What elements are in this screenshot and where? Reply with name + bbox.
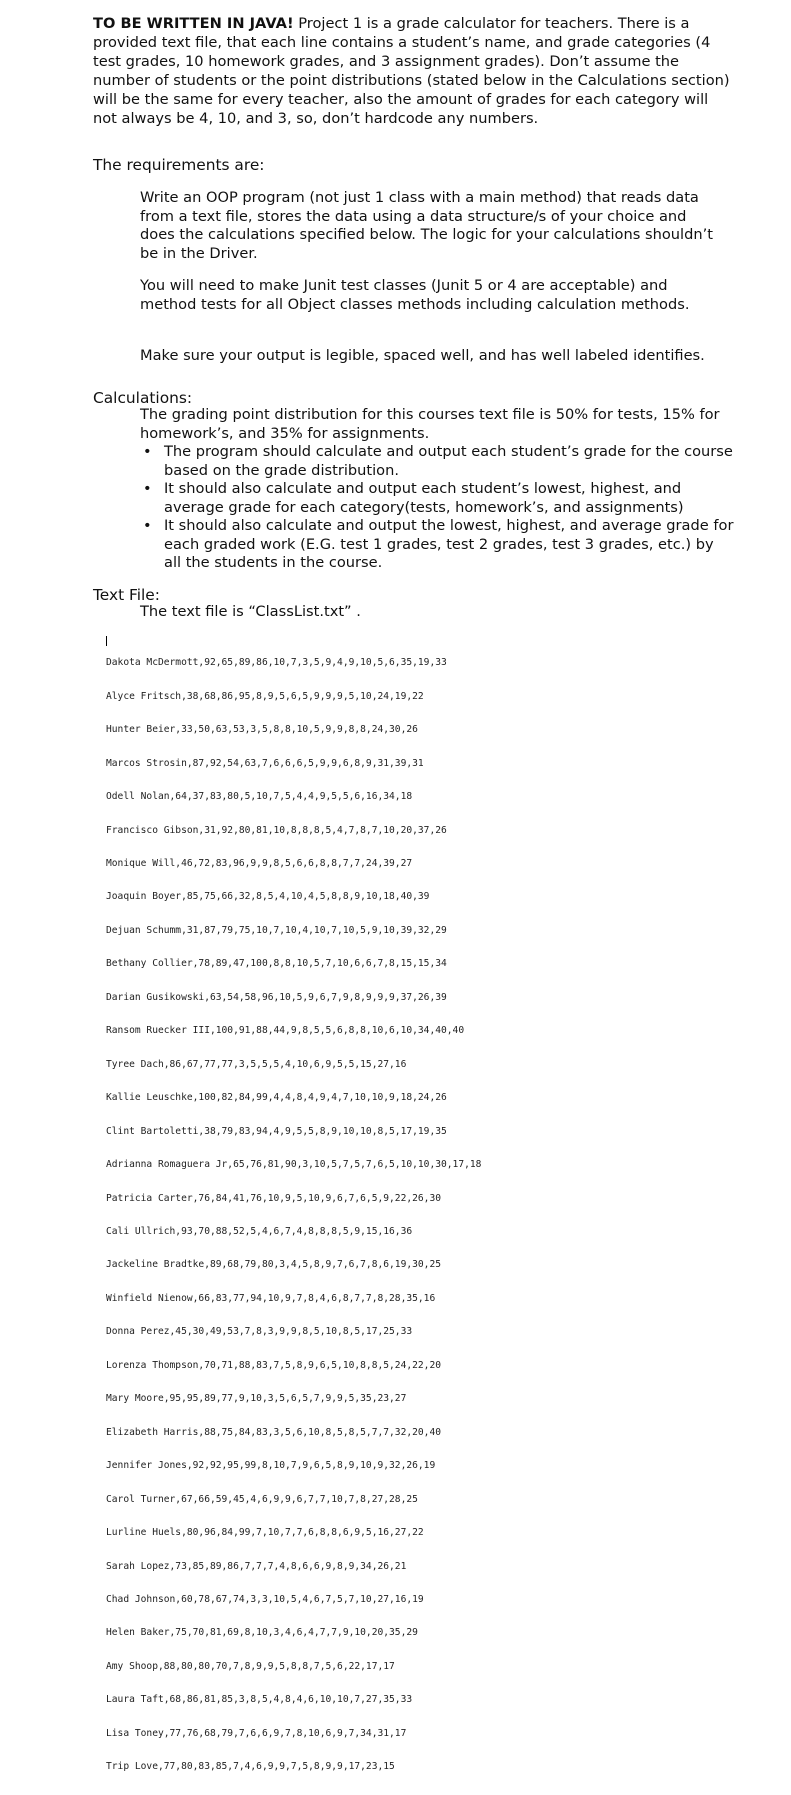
- text-file-heading: Text File:: [93, 586, 160, 604]
- calculations-heading: Calculations:: [93, 389, 193, 407]
- list-item: Amy Shoop,88,80,80,70,7,8,9,9,5,8,8,7,5,6,22,17,17: [106, 1660, 395, 1672]
- list-item: Helen Baker,75,70,81,69,8,10,3,4,6,4,7,7,9,10,20,35,29: [106, 1627, 418, 1639]
- calculations-intro: The grading point distribution for this courses text file is 50% for tests, 15% for homework’s, and 35% for assignments.: [140, 406, 720, 442]
- list-item: Odell Nolan,64,37,83,80,5,10,7,5,4,4,9,5,5,6,16,34,18: [106, 791, 413, 803]
- list-item: Dakota McDermott,92,65,89,86,10,7,3,5,9,4,9,10,5,6,35,19,33: [106, 657, 447, 669]
- bullet-icon: •: [143, 517, 152, 534]
- bullet-icon: •: [143, 480, 152, 497]
- requirements-paragraph-2: You will need to make Junit test classes (Junit 5 or 4 are acceptable) and method tests for all Object classes methods including calculation methods.: [140, 277, 690, 313]
- requirements-heading: The requirements are:: [93, 156, 265, 174]
- list-item: [140, 517, 735, 573]
- list-item: Lisa Toney,77,76,68,79,7,6,6,9,7,8,10,6,9,7,34,31,17: [106, 1727, 407, 1739]
- list-item: Chad Johnson,60,78,67,74,3,3,10,5,4,6,7,5,7,10,27,16,19: [106, 1594, 424, 1605]
- list-item: Tyree Dach,86,67,77,77,3,5,5,5,4,10,6,9,5,5,15,27,16: [106, 1058, 407, 1070]
- bullet-icon: •: [143, 443, 152, 460]
- list-item: [140, 443, 735, 480]
- text-cursor: [106, 636, 107, 646]
- list-item: Ransom Ruecker III,100,91,88,44,9,8,5,5,6,8,8,10,6,10,34,40,40: [106, 1025, 465, 1037]
- list-item: Sarah Lopez,73,85,89,86,7,7,7,4,8,6,6,9,8,9,34,26,21: [106, 1560, 407, 1572]
- list-item: Monique Will,46,72,83,96,9,9,8,5,6,6,8,8,7,7,24,39,27: [106, 858, 413, 870]
- requirements-paragraph-3: Make sure your output is legible, spaced well, and has well labeled identifies.: [140, 347, 705, 364]
- bullet-text: The program should calculate and output each student’s grade for the course based on the grade distribution.: [164, 443, 733, 479]
- list-item: Marcos Strosin,87,92,54,63,7,6,6,6,5,9,9,6,8,9,31,39,31: [106, 757, 424, 769]
- class-list-file-contents: [106, 635, 481, 1795]
- list-item: [140, 480, 735, 517]
- text-file-description: The text file is “ClassList.txt” .: [140, 603, 361, 620]
- list-item: Adrianna Romaguera Jr,65,76,81,90,3,10,5,7,5,7,6,5,10,10,30,17,18: [106, 1159, 482, 1171]
- list-item: Elizabeth Harris,88,75,84,83,3,5,6,10,8,5,8,5,7,7,32,20,40: [106, 1426, 442, 1438]
- list-item: Donna Perez,45,30,49,53,7,8,3,9,9,8,5,10,8,5,17,25,33: [106, 1326, 413, 1338]
- bullet-text: It should also calculate and output each student’s lowest, highest, and average grade for each category(tests, homework’s, and assignments): [164, 480, 684, 516]
- list-item: Mary Moore,95,95,89,77,9,10,3,5,6,5,7,9,9,5,35,23,27: [106, 1393, 407, 1405]
- list-item: Joaquin Boyer,85,75,66,32,8,5,4,10,4,5,8,8,9,10,18,40,39: [106, 891, 430, 903]
- list-item: Carol Turner,67,66,59,45,4,6,9,9,6,7,7,10,7,8,27,28,25: [106, 1493, 418, 1505]
- list-item: Winfield Nienow,66,83,77,94,10,9,7,8,4,6,8,7,7,8,28,35,16: [106, 1292, 436, 1304]
- list-item: Cali Ullrich,93,70,88,52,5,4,6,7,4,8,8,8,5,9,15,16,36: [106, 1226, 413, 1238]
- list-item: Lurline Huels,80,96,84,99,7,10,7,7,6,8,8,6,9,5,16,27,22: [106, 1527, 424, 1539]
- list-item: Kallie Leuschke,100,82,84,99,4,4,8,4,9,4,7,10,10,9,18,24,26: [106, 1092, 447, 1104]
- list-item: Hunter Beier,33,50,63,53,3,5,8,8,10,5,9,9,8,8,24,30,26: [106, 724, 418, 736]
- list-item: Trip Love,77,80,83,85,7,4,6,9,9,7,5,8,9,9,17,23,15: [106, 1761, 395, 1773]
- calculations-bullet-list: [140, 443, 735, 573]
- bullet-text: It should also calculate and output the lowest, highest, and average grade for each graded work (E.G. test 1 grades, test 2 grades, test 3 grades, etc.) by all the students in the course.: [164, 517, 734, 571]
- requirements-paragraph-1: Write an OOP program (not just 1 class with a main method) that reads data from a text file, stores the data using a data structure/s of your choice and does the calculations specified below. The logic for your calculations shouldn’t be in the Driver.: [140, 189, 713, 262]
- list-item: Lorenza Thompson,70,71,88,83,7,5,8,9,6,5,10,8,8,5,24,22,20: [106, 1359, 442, 1371]
- list-item: Clint Bartoletti,38,79,83,94,4,9,5,5,8,9,10,10,8,5,17,19,35: [106, 1125, 447, 1137]
- list-item: Patricia Carter,76,84,41,76,10,9,5,10,9,6,7,6,5,9,22,26,30: [106, 1192, 442, 1204]
- list-item: Alyce Fritsch,38,68,86,95,8,9,5,6,5,9,9,9,5,10,24,19,22: [106, 690, 424, 702]
- list-item: Darian Gusikowski,63,54,58,96,10,5,9,6,7,9,8,9,9,9,37,26,39: [106, 991, 447, 1003]
- list-item: Jennifer Jones,92,92,95,99,8,10,7,9,6,5,8,9,10,9,32,26,19: [106, 1460, 436, 1472]
- list-item: Bethany Collier,78,89,47,100,8,8,10,5,7,10,6,6,7,8,15,15,34: [106, 958, 447, 970]
- list-item: Francisco Gibson,31,92,80,81,10,8,8,8,5,4,7,8,7,10,20,37,26: [106, 824, 447, 836]
- list-item: Dejuan Schumm,31,87,79,75,10,7,10,4,10,7,10,5,9,10,39,32,29: [106, 924, 447, 936]
- intro-paragraph: [93, 14, 733, 128]
- intro-text: Project 1 is a grade calculator for teachers. There is a provided text file, that each line contains a student’s name, and grade categories (4 test grades, 10 homework grades, and 3 assignment grades). Don’t assume the number of students or the point distributions (stated below in the Calculations section) will be the same for every teacher, also the amount of grades for each category will not always be 4, 10, and 3, so, don’t hardcode any numbers.: [93, 15, 730, 127]
- intro-bold-text: TO BE WRITTEN IN JAVA!: [93, 15, 294, 32]
- list-item: Laura Taft,68,86,81,85,3,8,5,4,8,4,6,10,10,7,27,35,33: [106, 1694, 413, 1706]
- list-item: Jackeline Bradtke,89,68,79,80,3,4,5,8,9,7,6,7,8,6,19,30,25: [106, 1259, 442, 1271]
